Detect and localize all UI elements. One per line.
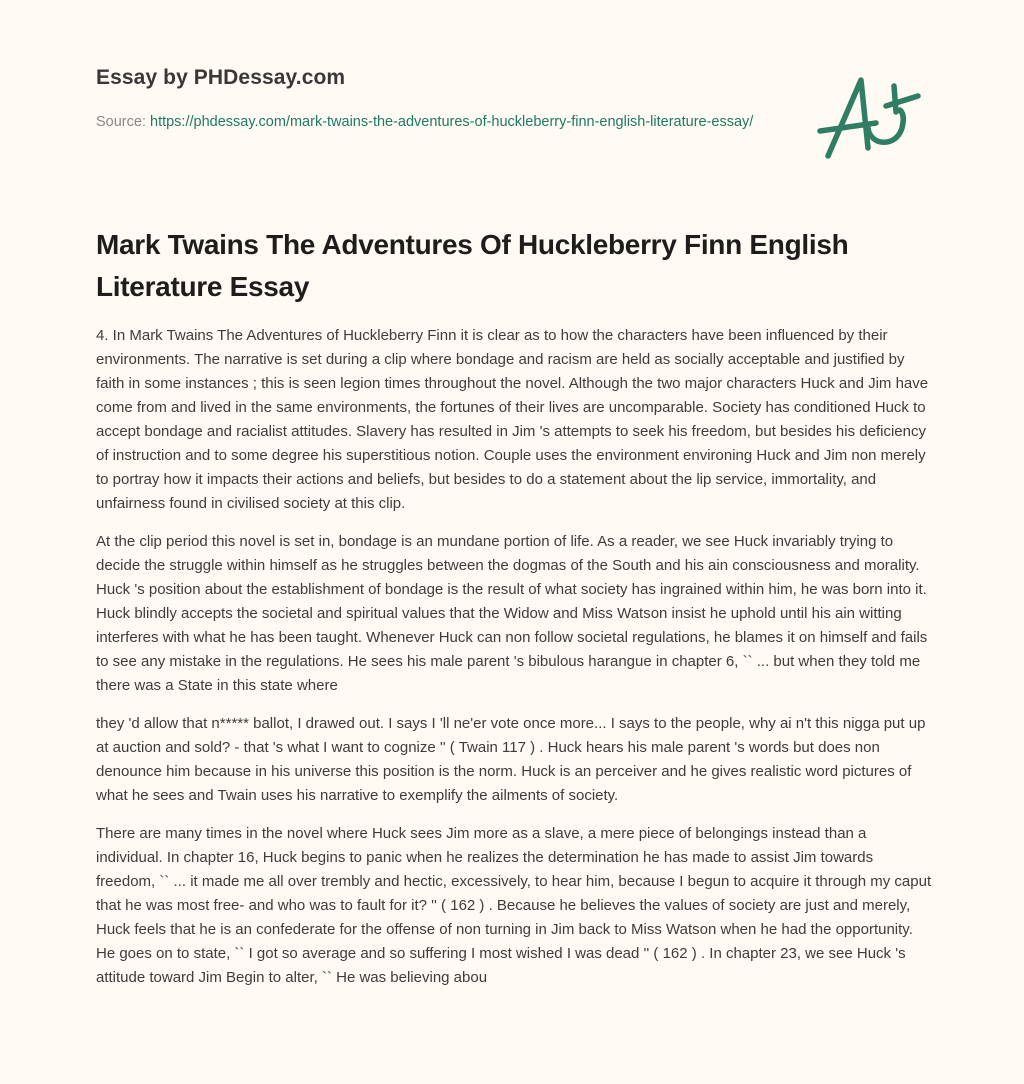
essay-paragraph: There are many times in the novel where Huck sees Jim more as a slave, a mere piece of belongings instead than a individual. In chapter 16, Huck begins to panic when he realizes the determination he has made to assist Jim towards freedom, `` ... it made me all over trembly and hectic, excessively, to hear him, because I begun to acquire it through my caput that he was most free- and who was to fault for it? '' ( 162 ) . Because he believes the values of society are just and merely, Huck feels that he is an confederate for the offense of non turning in Jim back to Miss Watson when he had the opportunity. He goes on to state, `` I got so average and so suffering I most wished I was dead '' ( 162 ) . In chapter 23, we see Huck 's attitude toward Jim Begin to alter, `` He was believing abou [96,825,932,986]
site-brand: Essay by PHDessay.com [96,66,346,89]
essay-page [96,0,932,986]
essay-paragraph: 4. In Mark Twains The Adventures of Huckleberry Finn it is clear as to how the characters have been influenced by their environments. The narrative is set during a clip where bondage and racism are held as socially acceptable and justified by faith in some instances ; this is seen legion times throughout the novel. Although the two major characters Huck and Jim have come from and lived in the same environments, the fortunes of their lives are uncomparable. Society has conditioned Huck to accept bondage and racialist attitudes. Slavery has resulted in Jim 's attempts to seek his freedom, but besides his deficiency of instruction and to some degree his superstitious notion. Couple uses the environment environing Huck and Jim non merely to portray how it impacts their actions and beliefs, but besides to do a statement about the lip service, immortality, and unfairness found in civilised society at this clip. [96,327,929,512]
essay-paragraph: they 'd allow that n***** ballot, I drawed out. I says I 'll ne'er vote once more... I says to the people, why ai n't this nigga put up at auction and sold? - that 's what I want to cognize '' ( Twain 117 ) . Huck hears his male parent 's words but does non denounce him because in his universe this position is the norm. Huck is an perceiver and he gives realistic word pictures of what he sees and Twain uses his narrative to exemplify the ailments of society. [96,715,926,804]
source-link[interactable]: https://phdessay.com/mark-twains-the-adventures-of-huckleberry-finn-english-literature-essay/ [150,114,754,130]
source-line [96,111,776,133]
page-header [96,0,932,200]
a-plus-grade-icon [816,66,932,166]
essay-body [96,324,932,1004]
source-label: Source: [96,114,150,130]
essay-paragraph: At the clip period this novel is set in, bondage is an mundane portion of life. As a reader, we see Huck invariably trying to decide the struggle within himself as he struggles between the dogmas of the South and his ain consciousness and morality. Huck 's position about the establishment of bondage is the result of what society has ingrained within him, he was born into it. Huck blindly accepts the societal and spiritual values that the Widow and Miss Watson insist he uphold until his ain witting interferes with what he has been taught. Whenever Huck can non follow societal regulations, he blames it on himself and fails to see any mistake in the regulations. He sees his male parent 's bibulous harangue in chapter 6, `` ... but when they told me there was a State in this state where [96,533,928,694]
essay-title: Mark Twains The Adventures Of Huckleberry Finn English Literature Essay [96,229,849,302]
